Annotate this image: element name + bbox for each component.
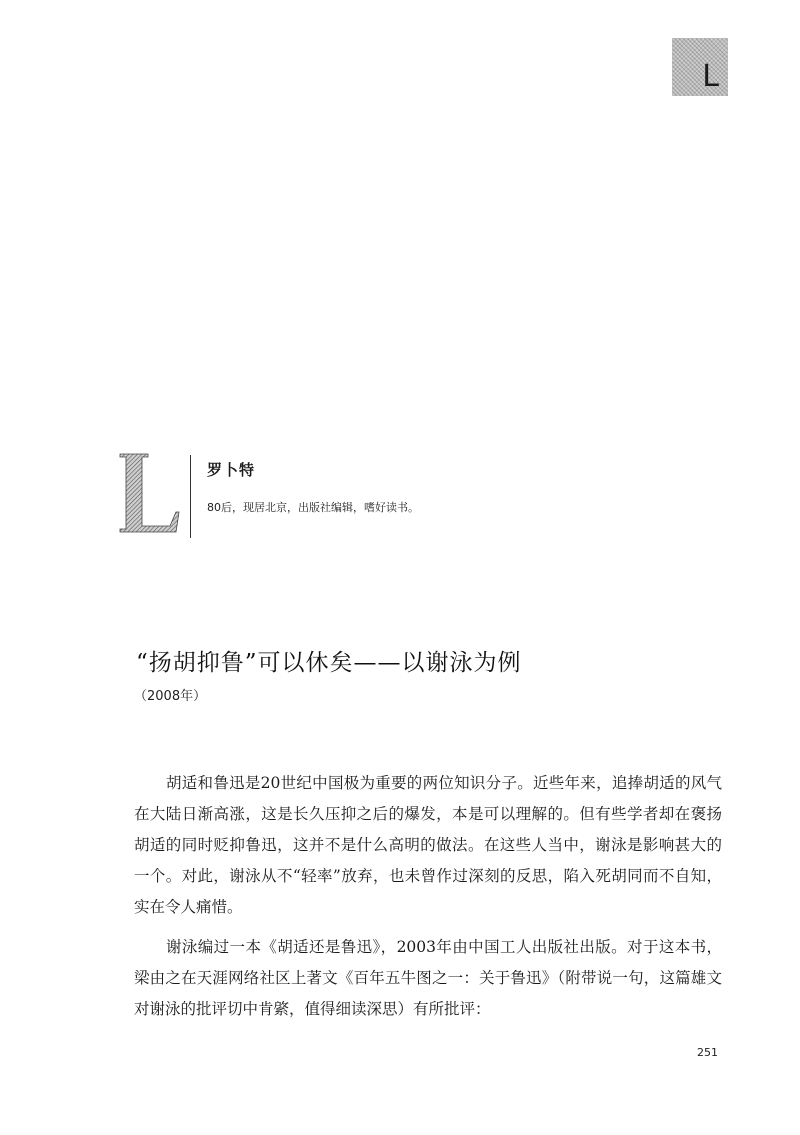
article-title: “扬胡抑鲁”可以休矣——以谢泳为例 <box>136 650 522 676</box>
article-year: （2008年） <box>134 689 207 704</box>
page-number: 251 <box>697 1046 718 1059</box>
paragraph: 胡适和鲁迅是20世纪中国极为重要的两位知识分子。近些年来，追捧胡适的风气在大陆日渐高涨，这是长久压抑之后的爆发，本是可以理解的。但有些学者却在褒扬胡适的同时贬抑鲁迅，这并不是什么高明的做法。在这些人当中，谢泳是影响甚大的一个。对此，谢泳从不“轻率”放弃，也未曾作过深刻的反思，陷入死胡同而不自知，实在令人痛惜。 <box>134 774 722 916</box>
author-bio: 80后，现居北京，出版社编辑，嗜好读书。 <box>207 501 419 514</box>
article-body <box>134 768 722 1034</box>
decorative-initial-l <box>118 452 180 534</box>
author-name: 罗卜特 <box>207 461 256 479</box>
section-tab <box>672 38 728 96</box>
author-divider <box>190 455 191 538</box>
section-tab-letter: L <box>702 59 719 94</box>
paragraph: 谢泳编过一本《胡适还是鲁迅》，2003年由中国工人出版社出版。对于这本书，梁由之在天涯网络社区上著文《百年五牛图之一：关于鲁迅》（附带说一句，这篇雄文对谢泳的批评切中肯綮，值得细读深思）有所批评： <box>134 938 722 1018</box>
